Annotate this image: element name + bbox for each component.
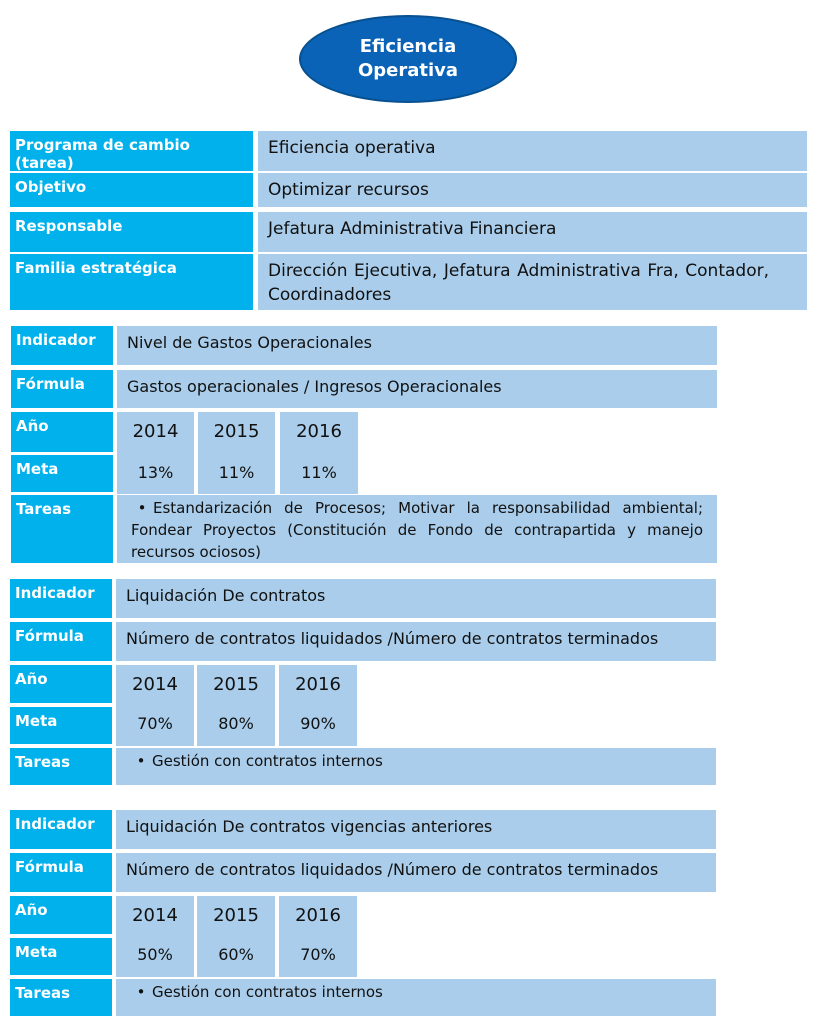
meta-label-3: Meta bbox=[10, 938, 112, 975]
meta-cell-3-2014: 50% bbox=[116, 934, 194, 977]
year-cell-2-2016: 2016 bbox=[279, 665, 357, 703]
formula-label-2: Fórmula bbox=[10, 622, 112, 661]
indicador-label-2: Indicador bbox=[10, 579, 112, 618]
title-ellipse bbox=[299, 15, 517, 103]
summary-label-programa: Programa de cambio (tarea) bbox=[10, 131, 253, 171]
meta-cell-2-2015: 80% bbox=[197, 703, 275, 746]
formula-value-1: Gastos operacionales / Ingresos Operacionales bbox=[117, 370, 717, 408]
meta-cell-3-2015: 60% bbox=[197, 934, 275, 977]
year-cell-3-2015: 2015 bbox=[197, 896, 275, 934]
meta-cell-1-2016: 11% bbox=[280, 452, 358, 494]
tareas-text-2: Gestión con contratos internos bbox=[152, 752, 383, 770]
meta-cell-1-2015: 11% bbox=[198, 452, 275, 494]
meta-cell-2-2016: 90% bbox=[279, 703, 357, 746]
year-cell-1-2015: 2015 bbox=[198, 412, 275, 452]
year-cell-2-2015: 2015 bbox=[197, 665, 275, 703]
bullet-icon: • bbox=[136, 752, 146, 770]
formula-value-2: Número de contratos liquidados /Número de contratos terminados bbox=[116, 622, 716, 661]
bullet-icon: • bbox=[136, 983, 146, 1001]
meta-label-1: Meta bbox=[11, 455, 113, 492]
year-cell-1-2016: 2016 bbox=[280, 412, 358, 452]
tareas-text-3: Gestión con contratos internos bbox=[152, 983, 383, 1001]
tareas-label-3: Tareas bbox=[10, 979, 112, 1016]
tareas-value-2 bbox=[116, 748, 716, 785]
title-line-2: Operativa bbox=[357, 60, 459, 81]
meta-cell-1-2014: 13% bbox=[117, 452, 194, 494]
anio-label-1: Año bbox=[11, 412, 113, 452]
summary-value-objetivo: Optimizar recursos bbox=[258, 173, 807, 207]
year-cell-2-2014: 2014 bbox=[116, 665, 194, 703]
meta-cell-3-2016: 70% bbox=[279, 934, 357, 977]
title-line-1: Eficiencia bbox=[359, 36, 457, 57]
indicador-value-3: Liquidación De contratos vigencias anteriores bbox=[116, 810, 716, 849]
indicador-label-3: Indicador bbox=[10, 810, 112, 849]
tareas-label-1: Tareas bbox=[11, 495, 113, 563]
summary-label-responsable: Responsable bbox=[10, 212, 253, 252]
summary-label-familia: Familia estratégica bbox=[10, 254, 253, 310]
year-cell-3-2014: 2014 bbox=[116, 896, 194, 934]
formula-label-3: Fórmula bbox=[10, 853, 112, 892]
summary-label-objetivo: Objetivo bbox=[10, 173, 253, 207]
bullet-icon: • bbox=[137, 499, 147, 517]
summary-value-familia: Dirección Ejecutiva, Jefatura Administrativa Fra, Contador, Coordinadores bbox=[258, 254, 807, 310]
summary-value-programa: Eficiencia operativa bbox=[258, 131, 807, 171]
formula-label-1: Fórmula bbox=[11, 370, 113, 408]
year-cell-1-2014: 2014 bbox=[117, 412, 194, 452]
formula-value-3: Número de contratos liquidados /Número de contratos terminados bbox=[116, 853, 716, 892]
tareas-value-3 bbox=[116, 979, 716, 1016]
indicador-value-1: Nivel de Gastos Operacionales bbox=[117, 326, 717, 365]
anio-label-3: Año bbox=[10, 896, 112, 934]
year-cell-3-2016: 2016 bbox=[279, 896, 357, 934]
meta-label-2: Meta bbox=[10, 707, 112, 744]
summary-value-responsable: Jefatura Administrativa Financiera bbox=[258, 212, 807, 252]
tareas-text-1: Estandarización de Procesos; Motivar la responsabilidad ambiental; Fondear Proyectos (Constitución de Fondo de contrapartida y manejo recursos ociosos) bbox=[131, 499, 703, 561]
indicador-value-2: Liquidación De contratos bbox=[116, 579, 716, 618]
indicador-label-1: Indicador bbox=[11, 326, 113, 365]
tareas-value-1 bbox=[117, 495, 717, 563]
anio-label-2: Año bbox=[10, 665, 112, 703]
meta-cell-2-2014: 70% bbox=[116, 703, 194, 746]
tareas-label-2: Tareas bbox=[10, 748, 112, 785]
